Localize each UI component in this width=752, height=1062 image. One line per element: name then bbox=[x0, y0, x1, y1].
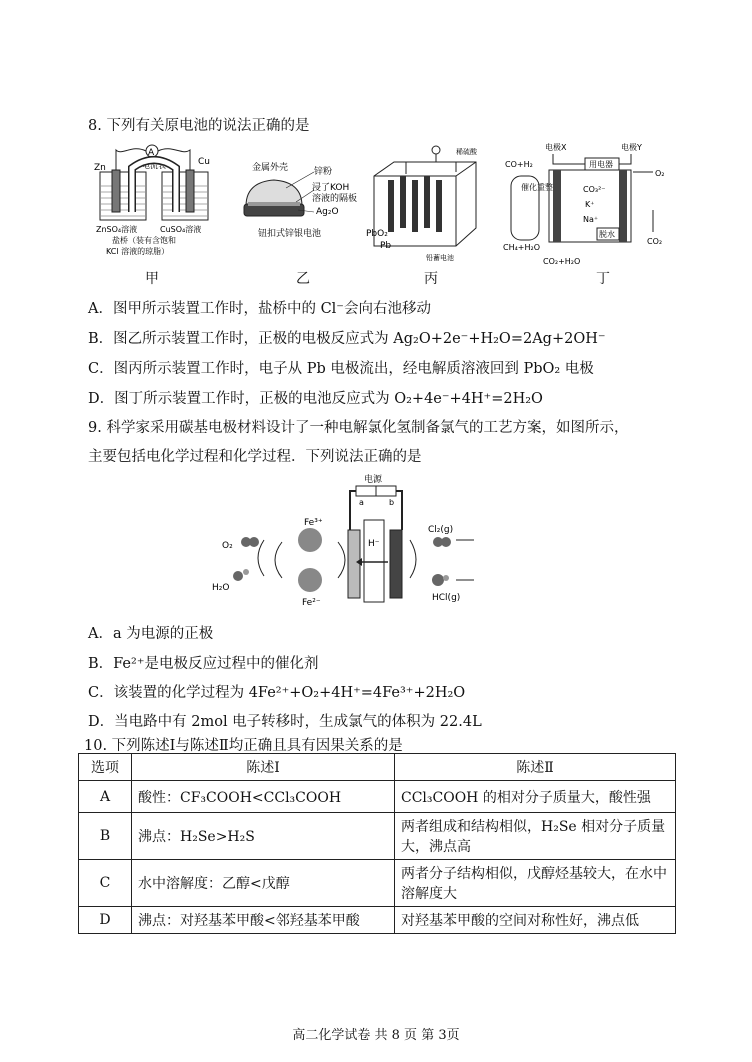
q8-option-d: D．图丁所示装置工作时，正极的电池反应式为 O₂+4e⁻+4H⁺=2H₂O bbox=[88, 391, 543, 407]
fig-jia-caption: 甲 bbox=[145, 271, 159, 287]
figure-yi bbox=[236, 158, 361, 243]
fig-bing-label-2: Pb bbox=[380, 241, 392, 251]
q8-stem: 8. 下列有关原电池的说法正确的是 bbox=[88, 118, 310, 134]
table-cell: 两者分子结构相似，戊醇烃基较大，在水中溶解度大 bbox=[395, 860, 676, 907]
fig-jia-label-3: Cu bbox=[198, 157, 210, 167]
q9-label-h: H⁻ bbox=[368, 539, 380, 549]
table-cell: 酸性：CF₃COOH<CCl₃COOH bbox=[132, 781, 395, 813]
fig-yi-label-5: 钮扣式锌银电池 bbox=[258, 229, 322, 239]
fig-ding-label-12: CO₂ bbox=[647, 237, 663, 246]
table-row bbox=[79, 860, 676, 907]
fig-ding-label-8: Na⁺ bbox=[583, 215, 599, 224]
fig-ding-label-3: 用电器 bbox=[589, 160, 613, 169]
fig-jia-label-2: Zn bbox=[94, 163, 106, 173]
figure-q9-electrolysis bbox=[212, 470, 492, 610]
table-cell: 两者组成和结构相似，H₂Se 相对分子质量大，沸点高 bbox=[395, 813, 676, 860]
fig-ding-label-0: 电极X bbox=[545, 143, 567, 152]
page-footer: 高二化学试卷 共 8 页 第 3页 bbox=[292, 1028, 460, 1043]
q9-label-h2o: H₂O bbox=[212, 583, 230, 593]
fig-bing-label-3: 铅蓄电池 bbox=[426, 254, 454, 262]
table-cell: 沸点：H₂Se>H₂S bbox=[132, 813, 395, 860]
fig-bing-label-1: PbO₂ bbox=[366, 229, 388, 239]
figure-ding bbox=[503, 140, 678, 268]
fig-bing-label-0: 稀硫酸 bbox=[456, 148, 477, 156]
q9-label-a: a bbox=[359, 498, 364, 507]
fig-ding-label-2: CO+H₂ bbox=[505, 160, 533, 169]
fig-ding-label-6: CO₃²⁻ bbox=[583, 185, 606, 194]
q9-label-fe3: Fe³⁺ bbox=[304, 518, 323, 528]
q10-stem: 10. 下列陈述Ⅰ与陈述Ⅱ均正确且具有因果关系的是 bbox=[84, 738, 403, 754]
table-cell: CCl₃COOH 的相对分子质量大，酸性强 bbox=[395, 781, 676, 813]
q9-stem-line1: 9. 科学家采用碳基电极材料设计了一种电解氯化氢制备氯气的工艺方案，如图所示， bbox=[88, 420, 629, 436]
table-header: 选项 bbox=[79, 754, 132, 781]
q8-option-a: A．图甲所示装置工作时，盐桥中的 Cl⁻会向右池移动 bbox=[88, 301, 431, 317]
table-cell: A bbox=[79, 781, 132, 813]
figure-bing bbox=[366, 142, 491, 264]
table-row bbox=[79, 907, 676, 934]
fig-jia-label-7: KCl 溶液的琼脂） bbox=[106, 247, 170, 256]
fig-yi-label-3: 溶液的隔板 bbox=[312, 194, 358, 204]
q9-stem-line2: 主要包括电化学过程和化学过程．下列说法正确的是 bbox=[88, 449, 422, 465]
fig-ding-label-5: 催化重整 bbox=[521, 183, 553, 192]
q9-option-c: C．该装置的化学过程为 4Fe²⁺+O₂+4H⁺=4Fe³⁺+2H₂O bbox=[88, 685, 466, 701]
fig-ding-caption: 丁 bbox=[596, 271, 610, 287]
q9-option-a: A．a 为电源的正极 bbox=[88, 626, 214, 642]
fig-jia-label-4: ZnSO₄溶液 bbox=[96, 225, 138, 234]
table-cell: C bbox=[79, 860, 132, 907]
q9-label-power: 电源 bbox=[364, 475, 383, 485]
q9-label-fe2: Fe²⁻ bbox=[302, 598, 321, 608]
q8-option-b: B．图乙所示装置工作时，正极的电极反应式为 Ag₂O+2e⁻+H₂O=2Ag+2OH⁻ bbox=[88, 331, 606, 347]
table-row bbox=[79, 813, 676, 860]
fig-ding-label-11: CO₂+H₂O bbox=[543, 257, 581, 266]
fig-bing-caption: 丙 bbox=[424, 271, 438, 287]
q9-label-o2: O₂ bbox=[222, 541, 233, 551]
fig-ding-label-10: CH₄+H₂O bbox=[503, 243, 541, 252]
q9-label-cl2: Cl₂(g) bbox=[428, 525, 454, 535]
table-row bbox=[79, 781, 676, 813]
fig-yi-label-2: 浸了KOH bbox=[312, 183, 350, 193]
fig-jia-label-6: 盐桥（装有含饱和 bbox=[112, 236, 176, 245]
figure-jia bbox=[92, 140, 217, 262]
table-header: 陈述Ⅰ bbox=[132, 754, 395, 781]
fig-jia-label-1: 电流表 bbox=[142, 161, 166, 170]
table-cell: B bbox=[79, 813, 132, 860]
fig-jia-label-0: A bbox=[148, 148, 155, 158]
fig-yi-label-0: 金属外壳 bbox=[252, 163, 289, 173]
table-cell: D bbox=[79, 907, 132, 934]
fig-yi-label-1: 锌粉 bbox=[314, 167, 333, 177]
fig-yi-label-4: Ag₂O bbox=[316, 207, 339, 217]
table-cell: 沸点：对羟基苯甲酸<邻羟基苯甲酸 bbox=[132, 907, 395, 934]
q8-option-c: C．图丙所示装置工作时，电子从 Pb 电极流出，经电解质溶液回到 PbO₂ 电极 bbox=[88, 361, 594, 377]
table-header-row bbox=[79, 754, 676, 781]
fig-ding-label-4: O₂ bbox=[655, 169, 665, 178]
q9-label-hcl: HCl(g) bbox=[432, 593, 461, 603]
q9-option-b: B．Fe²⁺是电极反应过程中的催化剂 bbox=[88, 656, 319, 672]
table-cell: 水中溶解度：乙醇<戊醇 bbox=[132, 860, 395, 907]
fig-yi-caption: 乙 bbox=[296, 271, 310, 287]
table-cell: 对羟基苯甲酸的空间对称性好，沸点低 bbox=[395, 907, 676, 934]
table-header: 陈述Ⅱ bbox=[395, 754, 676, 781]
q9-label-b: b bbox=[389, 498, 395, 507]
fig-ding-label-1: 电极Y bbox=[621, 143, 642, 152]
q10-table bbox=[78, 753, 676, 934]
q9-option-d: D．当电路中有 2mol 电子转移时，生成氯气的体积为 22.4L bbox=[88, 714, 482, 730]
fig-ding-label-7: K⁺ bbox=[585, 200, 595, 209]
fig-jia-label-5: CuSO₄溶液 bbox=[160, 225, 202, 234]
fig-ding-label-9: 脱水 bbox=[599, 230, 615, 239]
